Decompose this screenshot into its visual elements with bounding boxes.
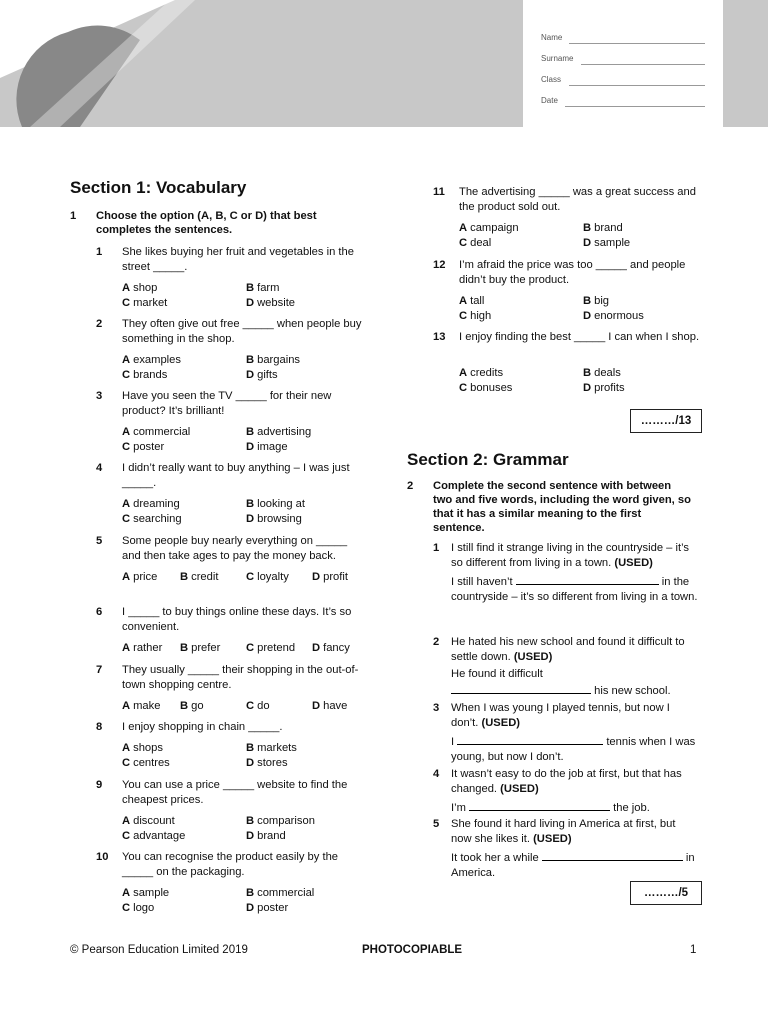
question-number: 2 bbox=[433, 636, 440, 648]
source-sentence: She found it hard living in America at first, but now she likes it. (USED) bbox=[451, 818, 676, 845]
answer-option-a[interactable]: A rather bbox=[122, 642, 163, 654]
answer-option-b[interactable]: B farm bbox=[246, 282, 280, 294]
question-number: 2 bbox=[96, 318, 103, 330]
section2-title: Section 2: Grammar bbox=[407, 450, 569, 469]
answer-option-a[interactable]: A tall bbox=[459, 295, 485, 307]
answer-option-a[interactable]: A make bbox=[122, 700, 161, 712]
answer-option-a[interactable]: A shops bbox=[122, 742, 163, 754]
answer-blank[interactable] bbox=[469, 799, 610, 811]
answer-sentence: I tennis when I was young, but now I don’t. bbox=[451, 733, 699, 764]
date-field[interactable]: Date bbox=[541, 96, 705, 110]
answer-option-b[interactable]: B bargains bbox=[246, 354, 301, 366]
question-number: 4 bbox=[96, 462, 103, 474]
page-number: 1 bbox=[690, 944, 697, 956]
answer-option-c[interactable]: C do bbox=[246, 700, 270, 712]
source-sentence: It wasn’t easy to do the job at first, but that has changed. (USED) bbox=[451, 768, 682, 795]
key-word: (USED) bbox=[614, 556, 653, 569]
answer-option-b[interactable]: B looking at bbox=[246, 498, 305, 510]
source-sentence: I still find it strange living in the countryside – it’s so different from living in a town. (USED) bbox=[451, 542, 689, 569]
answer-option-a[interactable]: A shop bbox=[122, 282, 158, 294]
answer-option-c[interactable]: C searching bbox=[122, 513, 182, 525]
answer-option-a[interactable]: A sample bbox=[122, 887, 170, 899]
question-number: 1 bbox=[433, 542, 440, 554]
answer-option-d[interactable]: D stores bbox=[246, 757, 288, 769]
page-header bbox=[0, 0, 768, 127]
section1-score-box: ………/13 bbox=[630, 409, 702, 433]
question-number: 12 bbox=[433, 259, 446, 271]
surname-field[interactable]: Surname bbox=[541, 54, 705, 68]
answer-option-c[interactable]: C high bbox=[459, 310, 492, 322]
question-number: 9 bbox=[96, 779, 103, 791]
answer-option-d[interactable]: D image bbox=[246, 441, 288, 453]
answer-option-a[interactable]: A campaign bbox=[459, 222, 519, 234]
question-number: 1 bbox=[96, 246, 103, 258]
key-word: (USED) bbox=[500, 782, 539, 795]
question-number: 8 bbox=[96, 721, 103, 733]
answer-option-c[interactable]: C deal bbox=[459, 237, 492, 249]
student-details-box bbox=[523, 0, 723, 127]
answer-option-d[interactable]: D profits bbox=[583, 382, 625, 394]
answer-option-d[interactable]: D profit bbox=[312, 571, 348, 583]
answer-option-a[interactable]: A dreaming bbox=[122, 498, 180, 510]
answer-option-d[interactable]: D sample bbox=[583, 237, 631, 249]
answer-option-b[interactable]: B brand bbox=[583, 222, 623, 234]
section1-title: Section 1: Vocabulary bbox=[70, 178, 247, 197]
question-stem: She likes buying her fruit and vegetables in the street _____. bbox=[122, 246, 354, 273]
key-word: (USED) bbox=[533, 832, 572, 845]
answer-option-c[interactable]: C market bbox=[122, 297, 168, 309]
question-stem: I didn’t really want to buy anything – I was just _____. bbox=[122, 462, 350, 489]
question-number: 10 bbox=[96, 851, 109, 863]
name-field[interactable]: Name bbox=[541, 33, 705, 47]
answer-blank[interactable] bbox=[542, 849, 683, 861]
answer-option-a[interactable]: A commercial bbox=[122, 426, 191, 438]
answer-option-a[interactable]: A examples bbox=[122, 354, 181, 366]
answer-option-b[interactable]: B commercial bbox=[246, 887, 315, 899]
section1-instruction: 1 Choose the option (A, B, C or D) that best completes the sentences. bbox=[70, 210, 317, 236]
question-stem: Have you seen the TV _____ for their new product? It’s brilliant! bbox=[122, 390, 332, 417]
question-number: 13 bbox=[433, 331, 446, 343]
answer-option-b[interactable]: B big bbox=[583, 295, 610, 307]
question-stem: The advertising _____ was a great success and the product sold out. bbox=[459, 186, 696, 213]
answer-blank[interactable] bbox=[516, 573, 659, 585]
answer-option-b[interactable]: B comparison bbox=[246, 815, 315, 827]
source-sentence: He hated his new school and found it difficult to settle down. (USED) bbox=[451, 636, 685, 663]
answer-option-d[interactable]: D browsing bbox=[246, 513, 302, 525]
answer-option-c[interactable]: C advantage bbox=[122, 830, 186, 842]
answer-option-d[interactable]: D poster bbox=[246, 902, 289, 914]
question-number: 3 bbox=[96, 390, 103, 402]
answer-sentence: He found it difficult his new school. bbox=[451, 668, 671, 697]
question-number: 5 bbox=[96, 535, 103, 547]
photocopiable-label: PHOTOCOPIABLE bbox=[362, 944, 463, 956]
answer-option-d[interactable]: D have bbox=[312, 700, 348, 712]
question-number: 11 bbox=[433, 186, 445, 198]
question-stem: They usually _____ their shopping in the out-of-town shopping centre. bbox=[122, 664, 359, 691]
question-number: 6 bbox=[96, 606, 103, 618]
answer-option-d[interactable]: D fancy bbox=[312, 642, 350, 654]
section2-instruction: 2 Complete the second sentence with between two and five words, including the word given, so that it has a similar meaning to the first sentence. bbox=[407, 480, 691, 534]
answer-option-a[interactable]: A discount bbox=[122, 815, 175, 827]
answer-option-d[interactable]: D website bbox=[246, 297, 296, 309]
key-word: (USED) bbox=[481, 716, 521, 729]
answer-option-c[interactable]: C centres bbox=[122, 757, 170, 769]
class-field[interactable]: Class bbox=[541, 75, 705, 89]
answer-blank[interactable] bbox=[457, 733, 603, 745]
question-number: 3 bbox=[433, 702, 440, 714]
question-stem: Some people buy nearly everything on _____ and then take ages to pay the money back. bbox=[122, 535, 348, 562]
question-stem: You can recognise the product easily by the _____ on the packaging. bbox=[122, 851, 339, 878]
answer-sentence: I still haven’t in the countryside – it’s so different from living in a town. bbox=[451, 573, 699, 604]
answer-option-c[interactable]: C bonuses bbox=[459, 382, 513, 394]
answer-option-a[interactable]: A price bbox=[122, 571, 158, 583]
question-number: 5 bbox=[433, 818, 440, 830]
g-logo-icon bbox=[0, 0, 520, 127]
question-stem: They often give out free _____ when people buy something in the shop. bbox=[122, 318, 362, 345]
key-word: (USED) bbox=[513, 650, 553, 663]
question-number: 7 bbox=[96, 664, 103, 676]
question-stem: You can use a price _____ website to find the cheapest prices. bbox=[122, 779, 348, 806]
answer-option-c[interactable]: C poster bbox=[122, 441, 165, 453]
answer-option-c[interactable]: C logo bbox=[122, 902, 155, 914]
answer-sentence: It took her a while in America. bbox=[451, 849, 699, 880]
answer-option-b[interactable]: B credit bbox=[180, 571, 219, 583]
answer-option-a[interactable]: A credits bbox=[459, 367, 504, 379]
question-stem: I _____ to buy things online these days. It’s so convenient. bbox=[122, 606, 352, 633]
question-number: 4 bbox=[433, 768, 440, 780]
question-stem: I’m afraid the price was too _____ and people didn’t buy the product. bbox=[459, 259, 686, 286]
answer-option-d[interactable]: D brand bbox=[246, 830, 286, 842]
answer-option-c[interactable]: C brands bbox=[122, 369, 168, 381]
answer-option-d[interactable]: D enormous bbox=[583, 310, 644, 322]
question-stem: I enjoy finding the best _____ I can when I shop. bbox=[459, 331, 700, 343]
answer-option-b[interactable]: B markets bbox=[246, 742, 297, 754]
section2-score-box: ………/5 bbox=[630, 881, 702, 905]
answer-option-b[interactable]: B go bbox=[180, 700, 204, 712]
question-stem: I enjoy shopping in chain _____. bbox=[122, 721, 283, 733]
answer-blank[interactable] bbox=[451, 682, 591, 694]
answer-option-d[interactable]: D gifts bbox=[246, 369, 278, 381]
answer-option-b[interactable]: B deals bbox=[583, 367, 621, 379]
source-sentence: When I was young I played tennis, but now I don’t. (USED) bbox=[451, 702, 670, 729]
answer-option-c[interactable]: C loyalty bbox=[246, 571, 289, 583]
answer-option-b[interactable]: B advertising bbox=[246, 426, 312, 438]
answer-option-b[interactable]: B prefer bbox=[180, 642, 221, 654]
answer-option-c[interactable]: C pretend bbox=[246, 642, 296, 654]
copyright: © Pearson Education Limited 2019 bbox=[70, 944, 248, 956]
answer-sentence: I’m the job. bbox=[451, 799, 699, 816]
